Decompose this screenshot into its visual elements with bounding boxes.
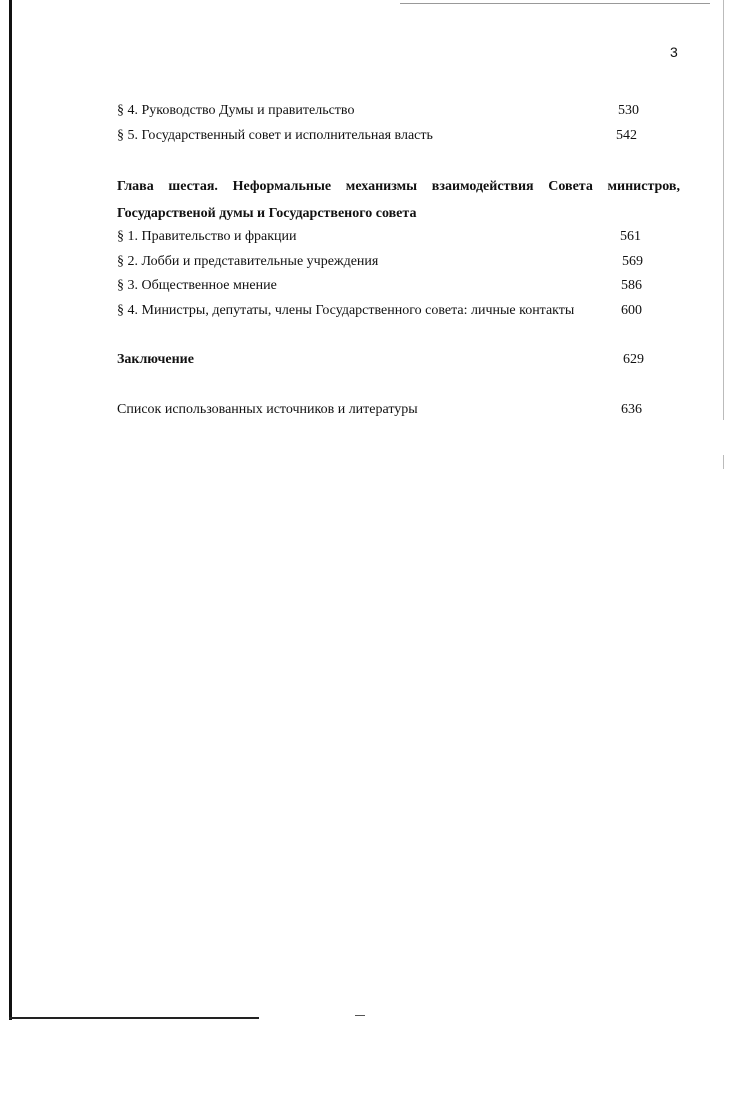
toc-conclusion-page: 629 bbox=[623, 352, 644, 367]
toc-bibliography-label: Список использованных источников и литературы bbox=[117, 402, 418, 417]
scan-border-bottom bbox=[9, 1017, 259, 1019]
scan-border-top bbox=[400, 3, 710, 4]
page-number: 3 bbox=[670, 44, 678, 60]
chapter-title-line2: Государственой думы и Государственого совета bbox=[117, 206, 417, 221]
toc-conclusion-label: Заключение bbox=[117, 352, 194, 367]
toc-entry-label: § 5. Государственный совет и исполнительная власть bbox=[117, 128, 433, 143]
toc-entry-page: 561 bbox=[620, 229, 641, 244]
scan-mark-bottom bbox=[355, 1015, 365, 1016]
toc-entry-label: § 1. Правительство и фракции bbox=[117, 229, 297, 244]
scan-border-left bbox=[9, 0, 12, 1020]
toc-entry-label: § 2. Лобби и представительные учреждения bbox=[117, 254, 379, 269]
chapter-title-line1: Глава шестая. Неформальные механизмы взаимодействия Совета министров, bbox=[117, 179, 680, 194]
toc-entry-page: 542 bbox=[616, 128, 637, 143]
toc-bibliography-page: 636 bbox=[621, 402, 642, 417]
scan-border-right bbox=[723, 0, 724, 420]
toc-entry-label: § 4. Руководство Думы и правительство bbox=[117, 103, 355, 118]
toc-entry-label: § 3. Общественное мнение bbox=[117, 278, 277, 293]
toc-entry-page: 530 bbox=[618, 103, 639, 118]
toc-entry-page: 600 bbox=[621, 303, 642, 318]
scan-mark-right bbox=[723, 455, 724, 469]
toc-entry-page: 569 bbox=[622, 254, 643, 269]
toc-entry-label: § 4. Министры, депутаты, члены Государственного совета: личные контакты bbox=[117, 303, 575, 318]
toc-entry-page: 586 bbox=[621, 278, 642, 293]
chapter-heading bbox=[117, 178, 680, 223]
